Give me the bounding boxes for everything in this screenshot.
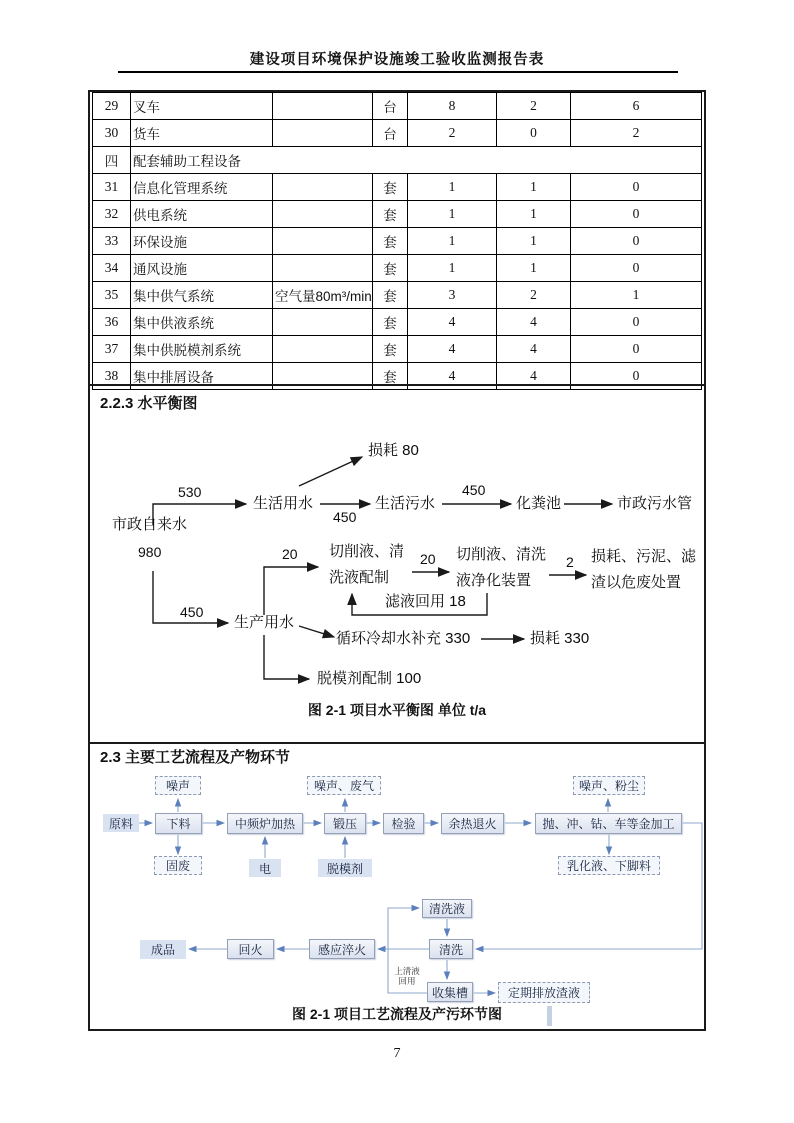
equip-qty-existing: 1 xyxy=(497,228,571,255)
node-cutting-fluid-prep: 切削液、清 洗液配制 xyxy=(329,543,405,586)
table-row xyxy=(93,309,702,336)
equip-name: 集中供液系统 xyxy=(131,309,273,336)
equip-name: 通风设施 xyxy=(131,255,273,282)
equip-unit: 套 xyxy=(373,255,408,282)
water-figure-caption: 图 2-1 项目水平衡图 单位 t/a xyxy=(307,702,487,718)
equip-qty-total: 1 xyxy=(408,201,497,228)
step-cleaning-fluid: 清洗液 xyxy=(422,899,472,918)
row-num: 32 xyxy=(93,201,131,228)
row-num: 30 xyxy=(93,120,131,147)
step-finished-product: 成品 xyxy=(140,940,186,959)
equip-qty-new: 2 xyxy=(571,120,702,147)
row-num: 33 xyxy=(93,228,131,255)
equip-qty-total: 8 xyxy=(408,93,497,120)
equip-unit: 套 xyxy=(373,201,408,228)
output-emulsion-scrap: 乳化液、下脚料 xyxy=(558,856,660,875)
step-induction-quenching: 感应淬火 xyxy=(309,939,375,959)
equip-qty-new: 6 xyxy=(571,93,702,120)
equip-spec xyxy=(273,309,373,336)
table-row xyxy=(93,336,702,363)
equip-name: 供电系统 xyxy=(131,201,273,228)
label-supernatant-reuse: 上清液 回用 xyxy=(394,966,420,986)
node-municipal-tap-water: 市政自来水 xyxy=(112,516,188,533)
equip-spec xyxy=(273,255,373,282)
water-balance-section xyxy=(90,384,704,742)
equip-qty-new: 0 xyxy=(571,201,702,228)
table-row xyxy=(93,228,702,255)
water-section-heading: 2.2.3 水平衡图 xyxy=(100,395,198,412)
equip-unit: 台 xyxy=(373,93,408,120)
node-purification-unit: 切削液、清洗 液净化装置 xyxy=(456,546,547,589)
step-tempering: 回火 xyxy=(227,939,274,959)
equip-qty-existing: 1 xyxy=(497,255,571,282)
equip-qty-new: 0 xyxy=(571,363,702,390)
input-release-agent: 脱模剂 xyxy=(318,859,372,877)
value-980: 980 xyxy=(138,544,162,560)
node-production-water: 生产用水 xyxy=(234,614,295,631)
step-cleaning: 清洗 xyxy=(429,939,473,959)
node-domestic-sewage: 生活污水 xyxy=(375,495,436,512)
emission-noise: 噪声 xyxy=(155,776,201,795)
equip-qty-existing: 4 xyxy=(497,336,571,363)
equip-qty-existing: 2 xyxy=(497,93,571,120)
step-raw-material: 原料 xyxy=(103,814,139,832)
row-num: 四 xyxy=(93,147,131,174)
equip-qty-total: 2 xyxy=(408,120,497,147)
process-section-heading: 2.3 主要工艺流程及产物环节 xyxy=(100,749,291,766)
table-row xyxy=(93,201,702,228)
equip-unit: 套 xyxy=(373,282,408,309)
flow-20-prep: 20 xyxy=(282,546,298,562)
node-loss-330: 损耗 330 xyxy=(530,630,590,647)
equip-qty-total: 1 xyxy=(408,228,497,255)
node-cooling-makeup-330: 循环冷却水补充 330 xyxy=(336,630,471,647)
equip-qty-existing: 1 xyxy=(497,201,571,228)
document-title: 建设项目环境保护设施竣工验收监测报告表 xyxy=(249,52,545,68)
node-septic-tank: 化粪池 xyxy=(516,495,562,512)
equip-unit: 套 xyxy=(373,174,408,201)
equip-unit: 套 xyxy=(373,363,408,390)
equip-qty-existing: 1 xyxy=(497,174,571,201)
equip-name: 货车 xyxy=(131,120,273,147)
equip-spec: 空气量80m³/min xyxy=(273,282,373,309)
equip-spec xyxy=(273,174,373,201)
report-form-box xyxy=(88,90,706,1031)
flow-2: 2 xyxy=(566,554,574,570)
equipment-table xyxy=(92,92,702,390)
equip-name: 信息化管理系统 xyxy=(131,174,273,201)
process-figure-caption: 图 2-1 项目工艺流程及产污环节图 xyxy=(291,1006,502,1022)
process-flow-section xyxy=(90,742,704,1029)
node-loss-80: 损耗 80 xyxy=(368,442,419,459)
equip-qty-new: 0 xyxy=(571,255,702,282)
equip-name: 集中供气系统 xyxy=(131,282,273,309)
table-row xyxy=(93,174,702,201)
emission-noise-dust: 噪声、粉尘 xyxy=(573,776,645,795)
equip-qty-total: 4 xyxy=(408,336,497,363)
text-cursor xyxy=(547,1006,552,1026)
table-row xyxy=(93,282,702,309)
equip-spec xyxy=(273,228,373,255)
step-furnace-heating: 中频炉加热 xyxy=(227,813,303,834)
equip-qty-total: 1 xyxy=(408,174,497,201)
equip-name: 集中排屑设备 xyxy=(131,363,273,390)
equip-qty-existing: 4 xyxy=(497,309,571,336)
equip-unit: 套 xyxy=(373,336,408,363)
equip-unit: 套 xyxy=(373,309,408,336)
equip-qty-total: 4 xyxy=(408,363,497,390)
step-inspection: 检验 xyxy=(383,813,424,834)
equip-qty-total: 3 xyxy=(408,282,497,309)
row-num: 37 xyxy=(93,336,131,363)
equip-name: 环保设施 xyxy=(131,228,273,255)
table-row xyxy=(93,120,702,147)
step-annealing: 余热退火 xyxy=(441,813,504,834)
row-num: 36 xyxy=(93,309,131,336)
equip-qty-existing: 0 xyxy=(497,120,571,147)
row-num: 29 xyxy=(93,93,131,120)
table-row xyxy=(93,255,702,282)
output-periodic-discharge: 定期排放渣液 xyxy=(498,982,590,1003)
equip-qty-existing: 4 xyxy=(497,363,571,390)
equip-name: 叉车 xyxy=(131,93,273,120)
node-hazardous-disposal: 损耗、污泥、滤 渣以危废处置 xyxy=(591,548,697,591)
flow-530: 530 xyxy=(178,484,202,500)
input-electricity: 电 xyxy=(249,859,281,877)
header-rule xyxy=(118,71,678,73)
emission-noise-gas: 噪声、废气 xyxy=(307,776,381,795)
row-num: 31 xyxy=(93,174,131,201)
equip-unit: 台 xyxy=(373,120,408,147)
equip-qty-total: 1 xyxy=(408,255,497,282)
flow-450-production: 450 xyxy=(180,604,204,620)
equip-qty-new: 0 xyxy=(571,228,702,255)
node-domestic-water: 生活用水 xyxy=(253,495,314,512)
equip-qty-existing: 2 xyxy=(497,282,571,309)
equip-qty-new: 0 xyxy=(571,309,702,336)
flow-20-purify: 20 xyxy=(420,551,436,567)
row-num: 34 xyxy=(93,255,131,282)
equip-name: 集中供脱模剂系统 xyxy=(131,336,273,363)
row-num: 35 xyxy=(93,282,131,309)
node-release-agent-prep-100: 脱模剂配制 100 xyxy=(317,670,422,687)
label-filtrate-reuse-18: 滤液回用 18 xyxy=(385,593,466,610)
node-municipal-sewer: 市政污水管 xyxy=(617,495,693,512)
page-number: 7 xyxy=(393,1046,401,1061)
step-blanking: 下料 xyxy=(155,813,202,834)
equip-qty-new: 1 xyxy=(571,282,702,309)
equip-spec xyxy=(273,93,373,120)
equip-spec xyxy=(273,336,373,363)
equip-spec xyxy=(273,120,373,147)
table-row xyxy=(93,93,702,120)
equip-qty-new: 0 xyxy=(571,174,702,201)
flow-450-sewage: 450 xyxy=(333,509,357,525)
step-collection-tank: 收集槽 xyxy=(427,982,473,1002)
step-machining: 抛、冲、钻、车等金加工 xyxy=(535,813,682,834)
output-solid-waste: 固废 xyxy=(154,856,202,875)
row-num: 38 xyxy=(93,363,131,390)
section-title: 配套辅助工程设备 xyxy=(131,147,702,174)
equip-spec xyxy=(273,201,373,228)
table-section-row xyxy=(93,147,702,174)
step-forging: 锻压 xyxy=(324,813,366,834)
equip-qty-new: 0 xyxy=(571,336,702,363)
equip-qty-total: 4 xyxy=(408,309,497,336)
equip-unit: 套 xyxy=(373,228,408,255)
flow-450-septic: 450 xyxy=(462,482,486,498)
